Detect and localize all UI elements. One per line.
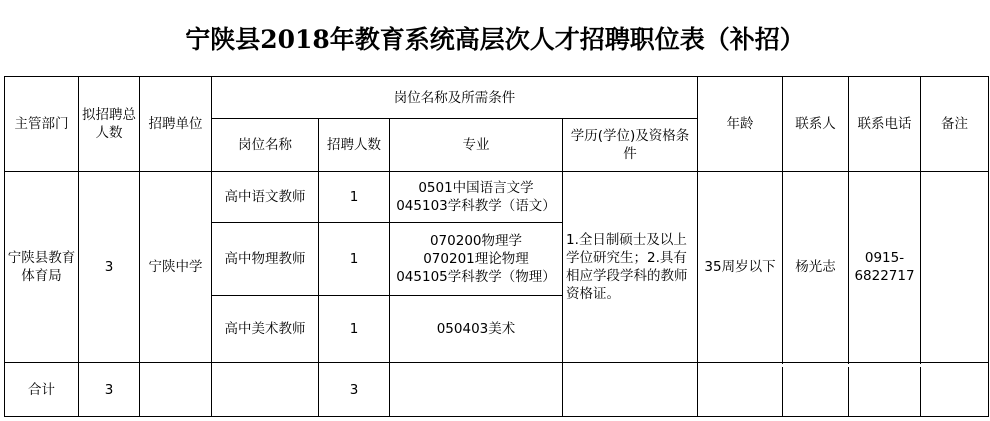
post-cell: 高中语文教师 <box>212 172 319 223</box>
total-row-empty <box>212 363 319 417</box>
header-post: 岗位名称 <box>212 119 319 172</box>
header-unit: 招聘单位 <box>140 77 212 172</box>
major-line: 0501中国语言文学 <box>418 180 534 196</box>
header-note: 备注 <box>921 77 989 172</box>
major-cell <box>390 172 563 223</box>
gridline-gap <box>700 364 988 367</box>
total-row-empty <box>921 363 989 417</box>
total-cell: 3 <box>79 172 140 363</box>
header-dept: 主管部门 <box>5 77 79 172</box>
major-line: 045103学科教学（语文） <box>396 198 556 214</box>
total-row-empty <box>140 363 212 417</box>
note-cell <box>921 172 989 363</box>
total-row-total: 3 <box>79 363 140 417</box>
major-line: 045105学科教学（物理） <box>396 269 556 285</box>
edu-cell: 1.全日制硕士及以上学位研究生；2.具有相应学段学科的教师资格证。 <box>563 172 698 363</box>
count-cell: 1 <box>319 172 390 223</box>
age-cell: 35周岁以下 <box>698 172 783 363</box>
count-cell: 1 <box>319 223 390 296</box>
unit-cell: 宁陕中学 <box>140 172 212 363</box>
header-phone: 联系电话 <box>849 77 921 172</box>
post-cell: 高中物理教师 <box>212 223 319 296</box>
major-line: 070200物理学 <box>429 233 523 249</box>
contact-cell: 杨光志 <box>783 172 849 363</box>
phone-cell: 0915-6822717 <box>849 172 921 363</box>
header-contact: 联系人 <box>783 77 849 172</box>
header-total: 拟招聘总人数 <box>79 77 140 172</box>
total-row-empty <box>390 363 563 417</box>
total-row-empty <box>783 363 849 417</box>
header-major: 专业 <box>390 119 563 172</box>
total-row-empty <box>849 363 921 417</box>
header-age: 年龄 <box>698 77 783 172</box>
header-group: 岗位名称及所需条件 <box>212 77 698 119</box>
count-cell: 1 <box>319 296 390 363</box>
total-row-label: 合计 <box>5 363 79 417</box>
total-row-empty <box>563 363 698 417</box>
major-line: 070201理论物理 <box>423 251 529 267</box>
page-title: 宁陕县2018年教育系统高层次人才招聘职位表（补招） <box>185 25 805 54</box>
header-count: 招聘人数 <box>319 119 390 172</box>
total-row-count: 3 <box>319 363 390 417</box>
dept-cell: 宁陕县教育体育局 <box>5 172 79 363</box>
header-edu: 学历(学位)及资格条件 <box>563 119 698 172</box>
major-cell <box>390 223 563 296</box>
major-line: 050403美术 <box>436 321 516 337</box>
total-row-empty <box>698 363 783 417</box>
post-cell: 高中美术教师 <box>212 296 319 363</box>
major-cell <box>390 296 563 363</box>
